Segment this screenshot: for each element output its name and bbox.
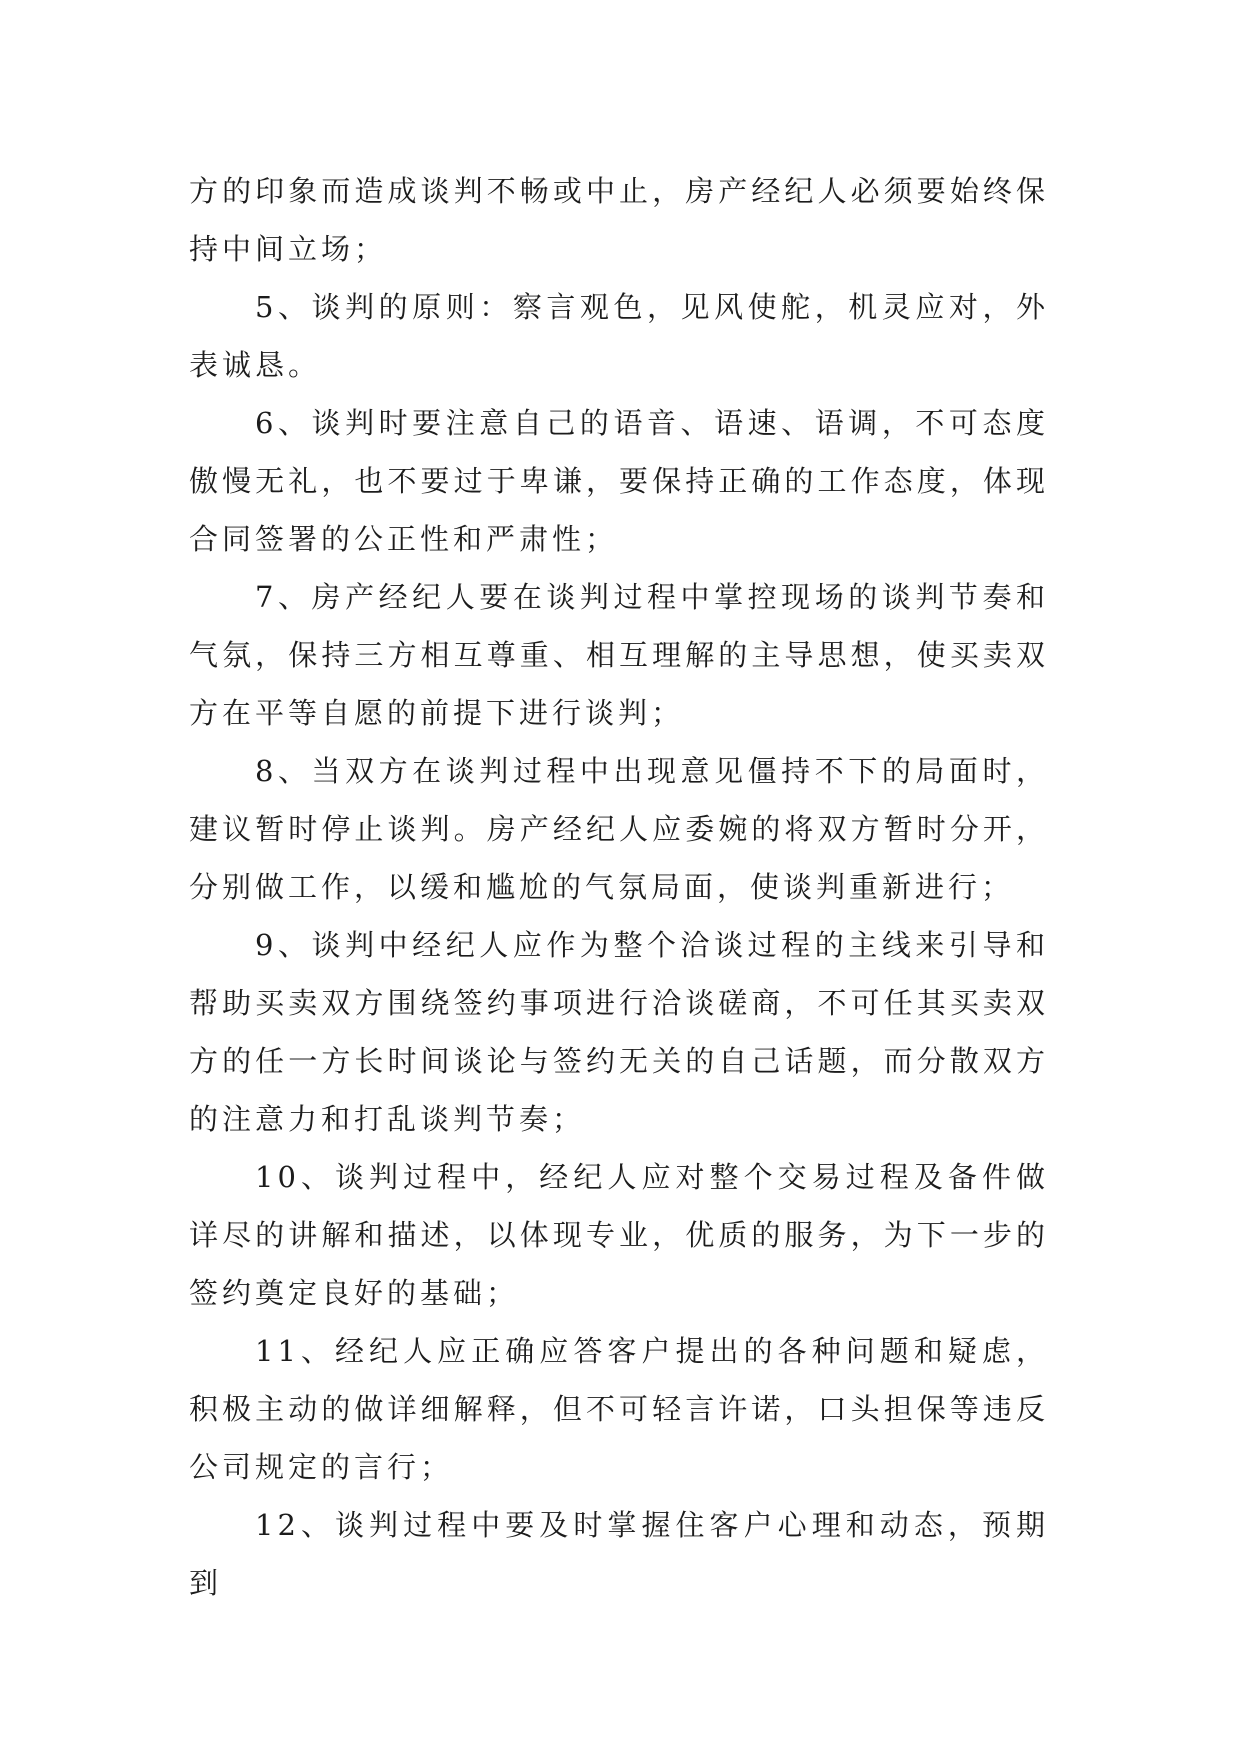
paragraph-item-10: 10、谈判过程中，经纪人应对整个交易过程及备件做详尽的讲解和描述，以体现专业，优质的服务，为下一步的签约奠定良好的基础； [189, 1160, 1049, 1310]
paragraph-item-8: 8、当双方在谈判过程中出现意见僵持不下的局面时，建议暂时停止谈判。房产经纪人应委婉的将双方暂时分开，分别做工作，以缓和尴尬的气氛局面，使谈判重新进行； [189, 754, 1049, 904]
paragraph-item-9: 9、谈判中经纪人应作为整个洽谈过程的主线来引导和帮助买卖双方围绕签约事项进行洽谈磋商，不可任其买卖双方的任一方长时间谈论与签约无关的自己话题，而分散双方的注意力和打乱谈判节奏； [189, 928, 1049, 1136]
paragraph-item-5: 5、谈判的原则：察言观色，见风使舵，机灵应对，外表诚恳。 [189, 290, 1049, 382]
document-body [189, 162, 1049, 1612]
paragraph-item-11: 11、经纪人应正确应答客户提出的各种问题和疑虑，积极主动的做详细解释，但不可轻言许诺，口头担保等违反公司规定的言行； [189, 1334, 1049, 1484]
paragraph-item-6: 6、谈判时要注意自己的语音、语速、语调，不可态度傲慢无礼，也不要过于卑谦，要保持正确的工作态度，体现合同签署的公正性和严肃性； [189, 406, 1049, 556]
paragraph-continuation: 方的印象而造成谈判不畅或中止，房产经纪人必须要始终保持中间立场； [189, 174, 1049, 266]
paragraph-item-7: 7、房产经纪人要在谈判过程中掌控现场的谈判节奏和气氛，保持三方相互尊重、相互理解的主导思想，使买卖双方在平等自愿的前提下进行谈判； [189, 580, 1049, 730]
paragraph-item-12: 12、谈判过程中要及时掌握住客户心理和动态，预期到 [189, 1508, 1049, 1600]
